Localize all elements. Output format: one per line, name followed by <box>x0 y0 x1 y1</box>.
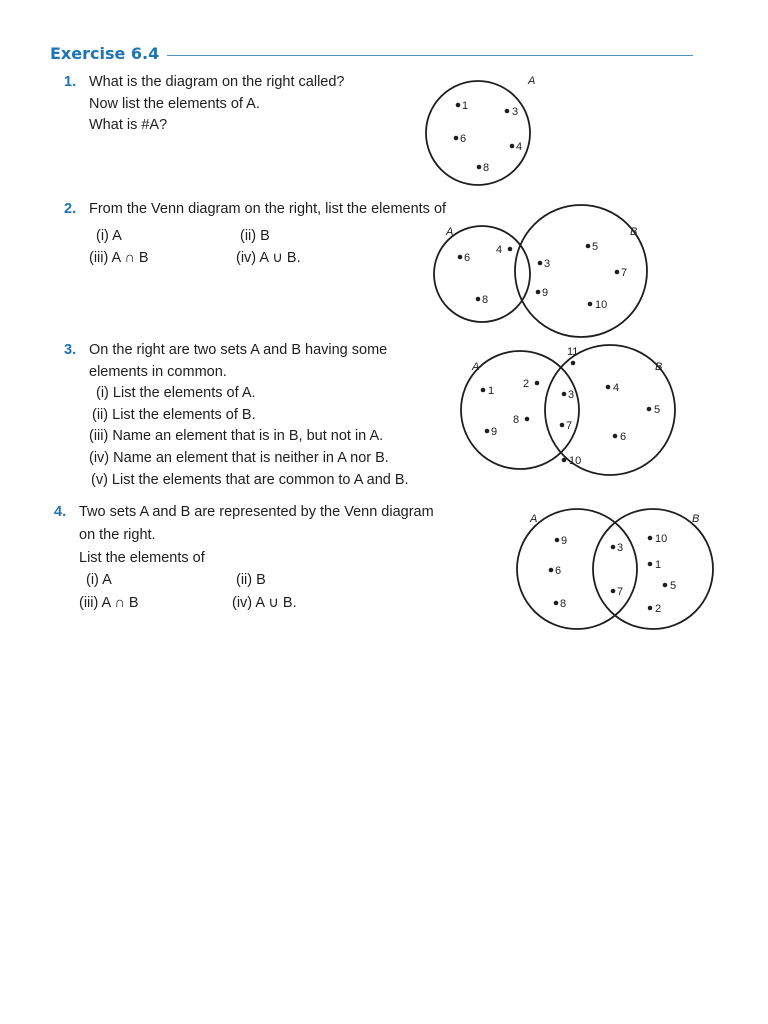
set-b-label: B <box>655 361 663 373</box>
element-label: 1 <box>655 559 662 571</box>
element-label: 3 <box>512 106 519 118</box>
element-dot <box>458 255 463 260</box>
element-label: 4 <box>516 141 523 153</box>
element-dot <box>562 392 567 397</box>
element-label: 4 <box>613 382 620 394</box>
element-dot <box>538 261 543 266</box>
option-item: (iii) A ∩ B <box>89 249 149 266</box>
option-item: (ii) List the elements of B. <box>92 406 256 423</box>
element-dot <box>454 136 459 141</box>
element-dot <box>615 270 620 275</box>
question-line: Now list the elements of A. <box>89 95 260 112</box>
element-label: 6 <box>464 252 471 264</box>
element-label: 7 <box>617 586 624 598</box>
set-a-circle <box>461 351 582 469</box>
element-label: 1 <box>462 100 469 112</box>
element-label: 8 <box>513 414 520 426</box>
option-item: (iv) A ∪ B. <box>236 249 301 266</box>
element-label: 7 <box>621 267 628 279</box>
element-label: 10 <box>595 299 608 311</box>
element-dot <box>611 589 616 594</box>
set-b-label: B <box>692 513 700 525</box>
element-label: 5 <box>654 404 661 416</box>
element-dot <box>485 429 490 434</box>
element-dot <box>477 165 482 170</box>
set-a-label: A <box>472 361 480 373</box>
element-dot <box>505 109 510 114</box>
element-label: 4 <box>496 244 503 256</box>
set-b-circle <box>593 509 713 629</box>
element-dot <box>606 385 611 390</box>
element-dot <box>562 458 567 463</box>
element-label: 3 <box>544 258 551 270</box>
set-a-circle <box>434 226 530 322</box>
element-dot <box>647 407 652 412</box>
element-dot <box>554 601 559 606</box>
element-dot <box>535 381 540 386</box>
element-label: 6 <box>460 133 467 145</box>
option-item: (iii) A ∩ B <box>79 595 139 611</box>
question-line: on the right. <box>79 527 156 543</box>
set-a-circle <box>517 509 637 629</box>
question-line: elements in common. <box>89 363 227 380</box>
element-dot <box>476 297 481 302</box>
element-dot <box>571 361 576 366</box>
venn-diagram-4 <box>517 509 713 629</box>
element-label: 9 <box>542 287 549 299</box>
question-line: On the right are two sets A and B having some <box>89 342 388 358</box>
element-label: 1 <box>488 385 495 397</box>
question-line: Two sets A and B are represented by the Venn diagram <box>79 504 434 520</box>
exercise-title: Exercise 6.4 <box>50 44 160 63</box>
element-label: 8 <box>483 162 490 174</box>
element-label: 2 <box>655 603 662 615</box>
element-dot <box>510 144 515 149</box>
option-item: (iv) A ∪ B. <box>232 595 297 611</box>
element-dot <box>481 388 486 393</box>
element-label: 5 <box>670 580 677 592</box>
question-line: List the elements of <box>79 550 205 566</box>
element-label: 6 <box>555 565 562 577</box>
option-item: (i) List the elements of A. <box>96 385 256 402</box>
element-label: 6 <box>620 431 627 443</box>
question-line: What is #A? <box>89 117 168 134</box>
element-label: 5 <box>592 241 599 253</box>
question-line: From the Venn diagram on the right, list the elements of <box>89 201 447 217</box>
option-item: (iv) Name an element that is neither in A nor B. <box>89 450 389 466</box>
exercise-number: 4. <box>54 504 67 520</box>
element-label: 9 <box>491 426 498 438</box>
element-label: 7 <box>566 420 573 432</box>
set-a-circle <box>426 81 530 185</box>
option-item: (iii) Name an element that is in B, but not in A. <box>89 428 384 445</box>
venn-diagram-2 <box>434 205 647 337</box>
element-dot <box>611 545 616 550</box>
exercise-number: 3. <box>64 342 77 358</box>
option-item: (i) A <box>86 572 112 588</box>
element-label: 11 <box>567 346 579 358</box>
set-a-label: A <box>528 75 536 87</box>
element-dot <box>648 606 653 611</box>
exercise-number: 1. <box>64 74 77 90</box>
element-label: 10 <box>569 455 582 467</box>
element-label: 2 <box>523 378 530 390</box>
element-dot <box>560 423 565 428</box>
element-dot <box>648 562 653 567</box>
option-item: (ii) B <box>236 572 266 588</box>
element-label: 3 <box>568 389 575 401</box>
element-dot <box>525 417 530 422</box>
element-label: 8 <box>560 598 567 610</box>
element-dot <box>536 290 541 295</box>
title-rule <box>167 55 693 56</box>
option-item: (ii) B <box>240 228 270 244</box>
element-dot <box>508 247 513 252</box>
element-dot <box>555 538 560 543</box>
question-line: What is the diagram on the right called? <box>89 74 345 90</box>
element-dot <box>663 583 668 588</box>
element-dot <box>549 568 554 573</box>
element-dot <box>586 244 591 249</box>
element-dot <box>456 103 461 108</box>
set-b-circle <box>515 205 647 337</box>
element-label: 10 <box>655 533 668 545</box>
option-item: (i) A <box>96 228 122 244</box>
set-b-circle <box>545 345 675 475</box>
set-b-label: B <box>630 226 638 238</box>
venn-diagram-1 <box>426 75 535 185</box>
set-a-label: A <box>446 226 454 238</box>
exercise-number: 2. <box>64 201 77 217</box>
element-dot <box>648 536 653 541</box>
element-dot <box>613 434 618 439</box>
element-label: 3 <box>617 542 624 554</box>
option-item: (v) List the elements that are common to A and B. <box>91 471 409 488</box>
venn-diagram-3 <box>461 345 675 475</box>
element-label: 9 <box>561 535 568 547</box>
set-a-label: A <box>530 513 538 525</box>
element-label: 8 <box>482 294 489 306</box>
element-dot <box>588 302 593 307</box>
